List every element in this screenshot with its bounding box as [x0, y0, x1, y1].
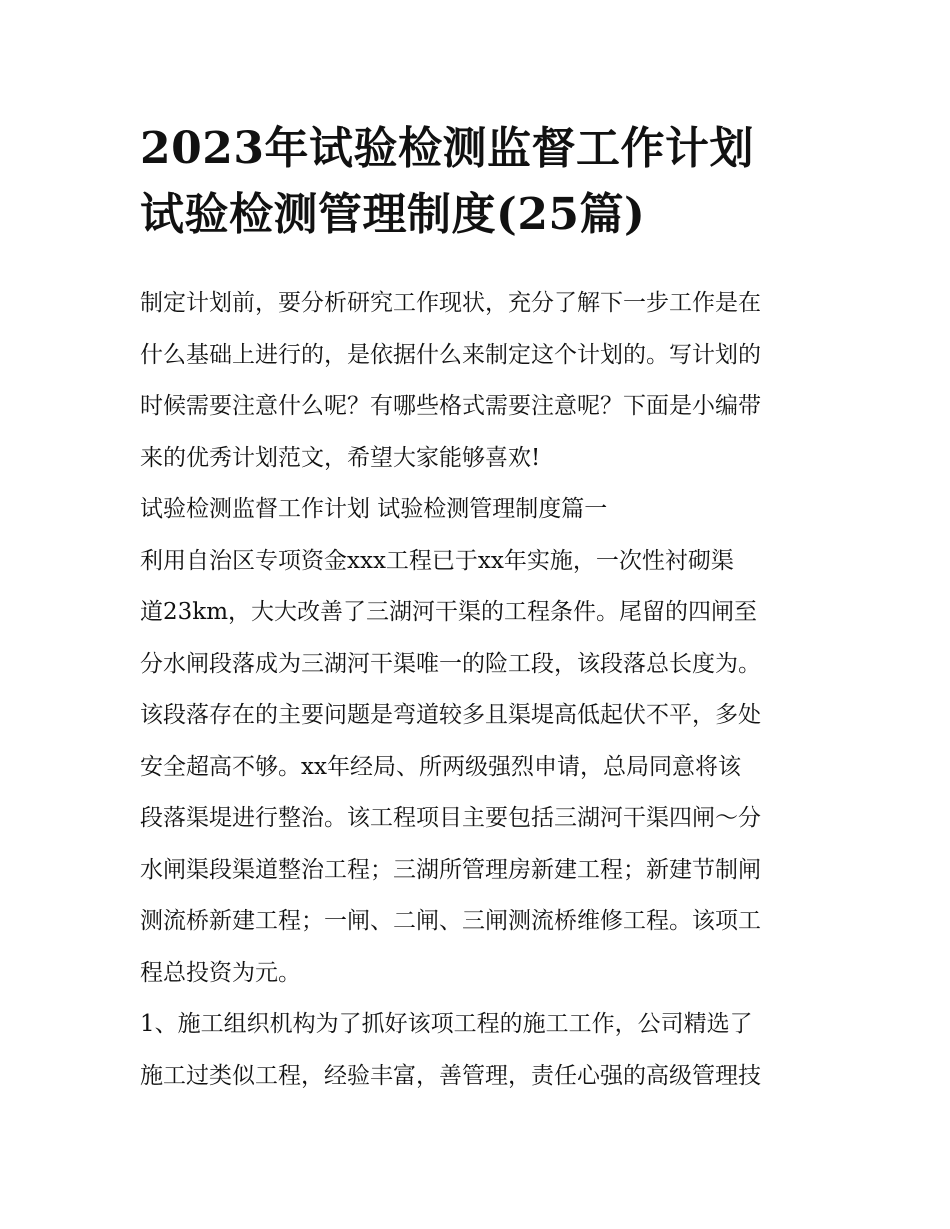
- paragraph-1-line-2: 道23km，大大改善了三湖河干渠的工程条件。尾留的四闸至: [140, 599, 758, 625]
- paragraph-1-line-5: 安全超高不够。xx年经局、所两级强烈申请，总局同意将该: [140, 753, 741, 780]
- intro-line-2: 什么基础上进行的，是依据什么来制定这个计划的。写计划的: [140, 341, 761, 368]
- intro-line-3: 时候需要注意什么呢？有哪些格式需要注意呢？下面是小编带: [140, 393, 761, 419]
- paragraph-1-line-7: 水闸渠段渠道整治工程；三湖所管理房新建工程；新建节制闸: [140, 856, 761, 883]
- intro-paragraph: [140, 278, 820, 484]
- paragraph-2-line-1: 1、施工组织机构为了抓好该项工程的施工工作，公司精选了: [140, 1011, 753, 1037]
- paragraph-1-line-8: 测流桥新建工程；一闸、二闸、三闸测流桥维修工程。该项工: [140, 908, 761, 934]
- paragraph-1: [140, 536, 820, 1000]
- intro-line-4: 来的优秀计划范文，希望大家能够喜欢!: [140, 444, 541, 471]
- paragraph-1-line-4: 该段落存在的主要问题是弯道较多且渠堤高低起伏不平，多处: [140, 702, 761, 728]
- document-title: [140, 116, 830, 248]
- title-line-2: 试验检测管理制度(25篇): [140, 189, 646, 240]
- paragraph-1-line-6: 段落渠堤进行整治。该工程项目主要包括三湖河干渠四闸～分: [140, 805, 761, 831]
- intro-line-1: 制定计划前，要分析研究工作现状，充分了解下一步工作是在: [140, 290, 761, 316]
- paragraph-2-line-2: 施工过类似工程，经验丰富，善管理，责任心强的高级管理技: [140, 1062, 761, 1089]
- paragraph-1-line-9: 程总投资为元。: [140, 959, 301, 986]
- section-heading: 试验检测监督工作计划 试验检测管理制度篇一: [140, 496, 608, 522]
- paragraph-1-line-3: 分水闸段落成为三湖河干渠唯一的险工段，该段落总长度为。: [140, 650, 761, 677]
- document-body: [140, 278, 820, 1102]
- paragraph-2: [140, 999, 820, 1102]
- paragraph-1-line-1: 利用自治区专项资金xxx工程已于xx年实施，一次性衬砌渠: [140, 547, 734, 574]
- title-line-1: 2023年试验检测监督工作计划: [140, 123, 754, 174]
